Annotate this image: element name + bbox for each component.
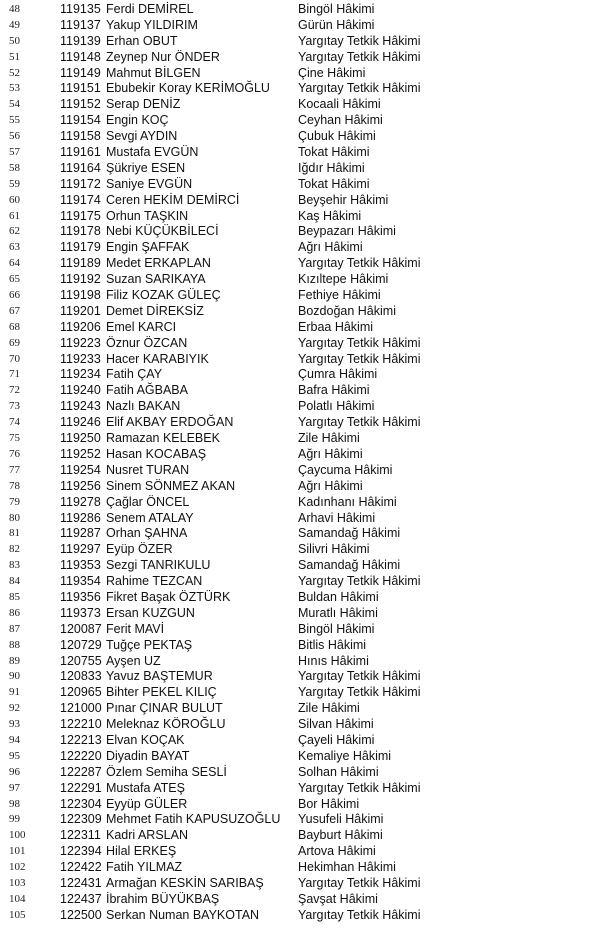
person-name: Suzan SARIKAYA (106, 272, 206, 287)
person-name: Kadri ARSLAN (106, 828, 188, 843)
person-name: Meleknaz KÖROĞLU (106, 717, 226, 732)
table-row (0, 97, 600, 113)
person-name: Öznur ÖZCAN (106, 335, 188, 350)
person-name: Şükriye ESEN (106, 160, 186, 175)
row-number: 52 (9, 66, 20, 79)
table-row (0, 622, 600, 638)
row-number: 86 (9, 606, 20, 619)
person-name: Tuğçe PEKTAŞ (106, 637, 193, 652)
row-number: 79 (9, 495, 20, 508)
assignment: Buldan Hâkimi (298, 589, 379, 604)
table-row (0, 447, 600, 463)
row-number: 101 (9, 845, 26, 858)
person-name: Ayşen UZ (106, 653, 161, 668)
table-row (0, 844, 600, 860)
registry-number: 119353 (60, 558, 101, 573)
row-number: 96 (9, 765, 20, 778)
table-row (0, 511, 600, 527)
table-row (0, 383, 600, 399)
registry-number: 119278 (60, 494, 101, 509)
assignment: Tokat Hâkimi (298, 145, 370, 160)
person-name: Ferdi DEMİREL (106, 2, 194, 16)
row-number: 59 (9, 177, 20, 190)
row-number: 91 (9, 686, 20, 699)
assignment: Kocaali Hâkimi (298, 97, 381, 112)
table-row (0, 224, 600, 240)
assignment: Silivri Hâkimi (298, 542, 370, 557)
person-name: Nebi KÜÇÜKBİLECİ (106, 224, 219, 239)
row-number: 51 (9, 50, 20, 63)
registry-number: 121000 (60, 701, 102, 716)
table-row (0, 177, 600, 193)
row-number: 72 (9, 384, 20, 397)
row-number: 57 (9, 146, 20, 159)
person-name: Hasan KOCABAŞ (106, 446, 207, 461)
person-name: Ebubekir Koray KERİMOĞLU (106, 81, 270, 96)
registry-number: 122500 (60, 907, 102, 922)
registry-number: 119149 (60, 65, 101, 80)
table-row (0, 145, 600, 161)
row-number: 75 (9, 432, 20, 445)
assignment: Çaycuma Hâkimi (298, 462, 393, 477)
row-number: 62 (9, 225, 20, 238)
assignment: Yargıtay Tetkik Hâkimi (298, 907, 421, 922)
table-row (0, 812, 600, 828)
assignment: Yargıtay Tetkik Hâkimi (298, 81, 421, 96)
registry-number: 119201 (60, 303, 101, 318)
person-name: Bihter PEKEL KILIÇ (106, 685, 217, 700)
table-row (0, 717, 600, 733)
table-row (0, 50, 600, 66)
registry-number: 119192 (60, 272, 101, 287)
assignment: Yargıtay Tetkik Hâkimi (298, 574, 421, 589)
registry-number: 119137 (60, 17, 101, 32)
person-name: Yavuz BAŞTEMUR (106, 669, 213, 684)
registry-number: 119240 (60, 383, 101, 398)
registry-number: 120729 (60, 637, 102, 652)
table-row (0, 304, 600, 320)
registry-number: 122220 (60, 748, 102, 763)
row-number: 70 (9, 352, 20, 365)
table-row (0, 399, 600, 415)
person-name: Ersan KUZGUN (106, 605, 195, 620)
assignment: Samandağ Hâkimi (298, 558, 401, 573)
table-row (0, 256, 600, 272)
registry-number: 119198 (60, 288, 101, 303)
person-name: Senem ATALAY (106, 510, 194, 525)
person-name: Sinem SÖNMEZ AKAN (106, 478, 236, 493)
assignment: Ağrı Hâkimi (298, 478, 363, 493)
person-name: Demet DİREKSİZ (106, 303, 204, 318)
row-number: 102 (9, 861, 26, 874)
row-number: 87 (9, 622, 20, 635)
person-name: Elvan KOÇAK (106, 732, 185, 747)
table-row (0, 781, 600, 797)
row-number: 48 (9, 3, 20, 15)
table-row (0, 431, 600, 447)
person-name: Serkan Numan BAYKOTAN (106, 907, 260, 922)
row-number: 67 (9, 304, 20, 317)
row-number: 65 (9, 273, 20, 286)
registry-number: 119256 (60, 478, 101, 493)
assignment: Iğdır Hâkimi (298, 160, 365, 175)
assignment: Yargıtay Tetkik Hâkimi (298, 780, 421, 795)
registry-number: 119154 (60, 113, 101, 128)
row-number: 66 (9, 289, 20, 302)
table-row (0, 654, 600, 670)
table-row (0, 113, 600, 129)
registry-number: 122311 (60, 828, 101, 843)
person-name: Mustafa ATEŞ (106, 780, 185, 795)
row-number: 85 (9, 590, 20, 603)
assignment: Şavşat Hâkimi (298, 891, 378, 906)
row-number: 99 (9, 813, 20, 826)
row-number: 78 (9, 479, 20, 492)
registry-number: 119158 (60, 129, 101, 144)
row-number: 69 (9, 336, 20, 349)
row-number: 105 (9, 908, 26, 921)
table-row (0, 638, 600, 654)
assignment: Yargıtay Tetkik Hâkimi (298, 33, 421, 48)
row-number: 81 (9, 527, 20, 540)
table-row (0, 320, 600, 336)
row-number: 74 (9, 416, 20, 429)
row-number: 50 (9, 34, 20, 47)
person-name: Diyadin BAYAT (106, 748, 190, 763)
assignment: Muratlı Hâkimi (298, 605, 378, 620)
row-number: 103 (9, 876, 26, 889)
row-number: 56 (9, 130, 20, 143)
assignment: Ağrı Hâkimi (298, 240, 363, 255)
table-row (0, 701, 600, 717)
registry-number: 122394 (60, 844, 102, 859)
assignment: Çine Hâkimi (298, 65, 366, 80)
registry-number: 119252 (60, 446, 101, 461)
row-number: 83 (9, 559, 20, 572)
row-number: 88 (9, 638, 20, 651)
row-number: 100 (9, 829, 26, 842)
assignment: Beyşehir Hâkimi (298, 192, 389, 207)
row-number: 90 (9, 670, 20, 683)
assignment: Yargıtay Tetkik Hâkimi (298, 335, 421, 350)
table-row (0, 34, 600, 50)
assignment: Solhan Hâkimi (298, 764, 379, 779)
row-number: 92 (9, 702, 20, 715)
registry-number: 119373 (60, 605, 101, 620)
registry-number: 120087 (60, 621, 102, 636)
row-number: 71 (9, 368, 20, 381)
table-row (0, 479, 600, 495)
registry-number: 119223 (60, 335, 101, 350)
person-name: Erhan OBUT (106, 33, 178, 48)
person-name: Yakup YILDIRIM (106, 17, 198, 32)
assignment: Samandağ Hâkimi (298, 526, 401, 541)
registry-number: 119286 (60, 510, 101, 525)
person-name: Eyüp ÖZER (106, 542, 173, 557)
person-name: Ramazan KELEBEK (106, 431, 220, 446)
person-name: Özlem Semiha SESLİ (106, 764, 227, 779)
registry-number: 119178 (60, 224, 101, 239)
row-number: 60 (9, 193, 20, 206)
assignment: Silvan Hâkimi (298, 717, 374, 732)
registry-number: 122422 (60, 860, 102, 875)
table-row (0, 415, 600, 431)
registry-number: 120755 (60, 653, 102, 668)
table-row (0, 81, 600, 97)
registry-number: 122213 (60, 732, 102, 747)
person-name: Zeynep Nur ÖNDER (106, 49, 220, 64)
table-row (0, 749, 600, 765)
assignment: Arhavi Hâkimi (298, 510, 376, 525)
registry-number: 119161 (60, 145, 101, 160)
assignment: Hekimhan Hâkimi (298, 860, 396, 875)
table-row (0, 526, 600, 542)
row-number: 97 (9, 781, 20, 794)
assignment: Zile Hâkimi (298, 431, 360, 446)
assignment: Erbaa Hâkimi (298, 319, 374, 334)
assignment: Beypazarı Hâkimi (298, 224, 396, 239)
table-row (0, 193, 600, 209)
registry-number: 119164 (60, 160, 101, 175)
registry-number: 119206 (60, 319, 101, 334)
assignment: Bingöl Hâkimi (298, 2, 375, 16)
table-row (0, 129, 600, 145)
assignment: Yargıtay Tetkik Hâkimi (298, 351, 421, 366)
person-name: Fatih AĞBABA (106, 383, 188, 398)
assignment: Hınıs Hâkimi (298, 653, 369, 668)
assignment: Yargıtay Tetkik Hâkimi (298, 875, 421, 890)
assignment: Fethiye Hâkimi (298, 288, 381, 303)
table-row (0, 542, 600, 558)
table-row (0, 797, 600, 813)
appointment-list (0, 2, 600, 924)
table-row (0, 733, 600, 749)
person-name: Çağlar ÖNCEL (106, 494, 190, 509)
table-row (0, 558, 600, 574)
assignment: Bor Hâkimi (298, 796, 360, 811)
registry-number: 119151 (60, 81, 101, 96)
person-name: Engin ŞAFFAK (106, 240, 190, 255)
assignment: Kaş Hâkimi (298, 208, 362, 223)
assignment: Gürün Hâkimi (298, 17, 375, 32)
assignment: Tokat Hâkimi (298, 176, 370, 191)
person-name: Ceren HEKİM DEMİRCİ (106, 192, 240, 207)
assignment: Yargıtay Tetkik Hâkimi (298, 256, 421, 271)
registry-number: 119189 (60, 256, 101, 271)
registry-number: 119175 (60, 208, 101, 223)
person-name: Fatih ÇAY (106, 367, 163, 382)
row-number: 54 (9, 98, 20, 111)
row-number: 49 (9, 18, 20, 31)
assignment: Yargıtay Tetkik Hâkimi (298, 49, 421, 64)
row-number: 94 (9, 733, 20, 746)
assignment: Polatlı Hâkimi (298, 399, 375, 414)
row-number: 53 (9, 82, 20, 95)
person-name: Sezgi TANRIKULU (106, 558, 211, 573)
person-name: Fikret Başak ÖZTÜRK (106, 589, 231, 604)
assignment: Kemaliye Hâkimi (298, 748, 392, 763)
person-name: Serap DENİZ (106, 97, 181, 112)
table-row (0, 367, 600, 383)
table-row (0, 669, 600, 685)
registry-number: 122210 (60, 717, 102, 732)
table-row (0, 606, 600, 622)
row-number: 63 (9, 241, 20, 254)
assignment: Artova Hâkimi (298, 844, 376, 859)
registry-number: 122287 (60, 764, 102, 779)
assignment: Bozdoğan Hâkimi (298, 303, 396, 318)
table-row (0, 2, 600, 18)
table-row (0, 66, 600, 82)
row-number: 98 (9, 797, 20, 810)
table-row (0, 828, 600, 844)
registry-number: 119356 (60, 589, 101, 604)
assignment: Zile Hâkimi (298, 701, 360, 716)
registry-number: 120965 (60, 685, 102, 700)
person-name: Pınar ÇINAR BULUT (106, 701, 223, 716)
table-row (0, 574, 600, 590)
assignment: Çayeli Hâkimi (298, 732, 375, 747)
person-name: Orhun TAŞKIN (106, 208, 189, 223)
table-row (0, 352, 600, 368)
assignment: Ceyhan Hâkimi (298, 113, 383, 128)
person-name: İbrahim BÜYÜKBAŞ (106, 891, 220, 906)
person-name: Rahime TEZCAN (106, 574, 203, 589)
person-name: Nusret TURAN (106, 462, 190, 477)
assignment: Bingöl Hâkimi (298, 621, 375, 636)
registry-number: 119179 (60, 240, 101, 255)
table-row (0, 765, 600, 781)
table-row (0, 495, 600, 511)
person-name: Mustafa EVGÜN (106, 145, 199, 160)
registry-number: 120833 (60, 669, 102, 684)
registry-number: 122437 (60, 891, 102, 906)
person-name: Mehmet Fatih KAPUSUZOĞLU (106, 812, 281, 827)
assignment: Çumra Hâkimi (298, 367, 378, 382)
registry-number: 119172 (60, 176, 101, 191)
table-row (0, 908, 600, 924)
row-number: 55 (9, 114, 20, 127)
table-row (0, 892, 600, 908)
table-row (0, 288, 600, 304)
registry-number: 119243 (60, 399, 101, 414)
assignment: Çubuk Hâkimi (298, 129, 376, 144)
registry-number: 119233 (60, 351, 101, 366)
registry-number: 119139 (60, 33, 101, 48)
assignment: Yargıtay Tetkik Hâkimi (298, 669, 421, 684)
registry-number: 119234 (60, 367, 101, 382)
person-name: Mahmut BİLGEN (106, 65, 201, 80)
registry-number: 122291 (60, 780, 102, 795)
person-name: Saniye EVGÜN (106, 176, 193, 191)
person-name: Elif AKBAY ERDOĞAN (106, 415, 234, 430)
assignment: Bitlis Hâkimi (298, 637, 367, 652)
row-number: 76 (9, 447, 20, 460)
assignment: Yargıtay Tetkik Hâkimi (298, 415, 421, 430)
assignment: Bafra Hâkimi (298, 383, 370, 398)
assignment: Bayburt Hâkimi (298, 828, 383, 843)
row-number: 104 (9, 892, 26, 905)
row-number: 77 (9, 463, 20, 476)
registry-number: 119152 (60, 97, 101, 112)
person-name: Medet ERKAPLAN (106, 256, 211, 271)
table-row (0, 463, 600, 479)
table-row (0, 336, 600, 352)
table-row (0, 685, 600, 701)
assignment: Kadınhanı Hâkimi (298, 494, 397, 509)
table-row (0, 161, 600, 177)
row-number: 73 (9, 400, 20, 413)
registry-number: 119148 (60, 49, 101, 64)
person-name: Hacer KARABIYIK (106, 351, 209, 366)
assignment: Yargıtay Tetkik Hâkimi (298, 685, 421, 700)
assignment: Yusufeli Hâkimi (298, 812, 384, 827)
registry-number: 119174 (60, 192, 101, 207)
person-name: Fatih YILMAZ (106, 860, 183, 875)
registry-number: 119287 (60, 526, 101, 541)
person-name: Nazlı BAKAN (106, 399, 181, 414)
row-number: 84 (9, 575, 20, 588)
table-row (0, 860, 600, 876)
registry-number: 122431 (60, 875, 102, 890)
registry-number: 122309 (60, 812, 102, 827)
registry-number: 119254 (60, 462, 101, 477)
table-row (0, 209, 600, 225)
row-number: 95 (9, 749, 20, 762)
table-row (0, 18, 600, 34)
table-row (0, 240, 600, 256)
person-name: Filiz KOZAK GÜLEÇ (106, 288, 221, 303)
table-row (0, 272, 600, 288)
row-number: 82 (9, 543, 20, 556)
person-name: Ferit MAVİ (106, 621, 165, 636)
registry-number: 119250 (60, 431, 101, 446)
person-name: Orhan ŞAHNA (106, 526, 188, 541)
person-name: Hilal ERKEŞ (106, 844, 177, 859)
assignment: Ağrı Hâkimi (298, 446, 363, 461)
row-number: 80 (9, 511, 20, 524)
person-name: Emel KARCI (106, 319, 177, 334)
table-row (0, 590, 600, 606)
person-name: Engin KOÇ (106, 113, 169, 128)
person-name: Sevgi AYDIN (106, 129, 178, 144)
row-number: 61 (9, 209, 20, 222)
person-name: Armağan KESKİN SARIBAŞ (106, 875, 264, 890)
row-number: 58 (9, 161, 20, 174)
row-number: 68 (9, 320, 20, 333)
row-number: 89 (9, 654, 20, 667)
registry-number: 119297 (60, 542, 101, 557)
registry-number: 119246 (60, 415, 101, 430)
row-number: 64 (9, 257, 20, 270)
registry-number: 122304 (60, 796, 102, 811)
row-number: 93 (9, 718, 20, 731)
assignment: Kızıltepe Hâkimi (298, 272, 389, 287)
person-name: Eyyüp GÜLER (106, 796, 188, 811)
table-row (0, 876, 600, 892)
registry-number: 119354 (60, 574, 101, 589)
registry-number: 119135 (60, 2, 101, 16)
